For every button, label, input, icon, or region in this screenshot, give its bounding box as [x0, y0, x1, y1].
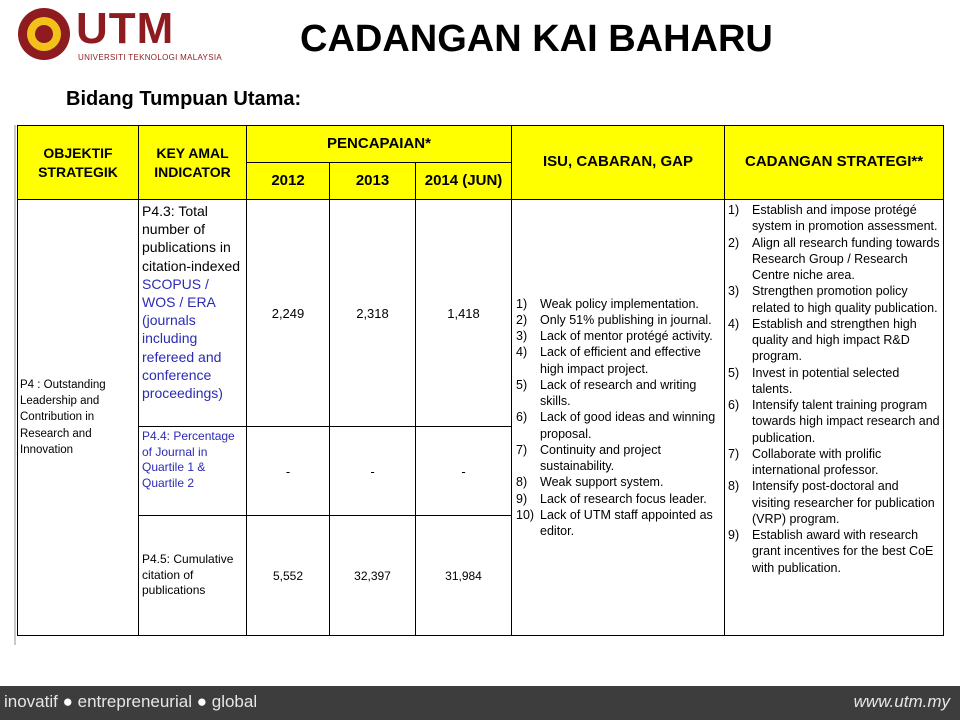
- list-item-number: 10): [516, 507, 535, 522]
- issues-cell: [512, 200, 725, 636]
- list-item: [728, 527, 940, 576]
- list-item-number: 8): [516, 475, 528, 490]
- tagline-separator: ●: [196, 692, 207, 711]
- value-cell: -: [330, 427, 416, 516]
- footer-tagline: [4, 692, 257, 712]
- list-item: [728, 202, 940, 235]
- list-item-number: 5): [728, 365, 740, 380]
- list-item: [728, 478, 940, 527]
- list-item-number: 9): [728, 528, 740, 542]
- list-item-text: Align all research funding towards Research Group / Research Centre niche area.: [752, 235, 940, 282]
- list-item-number: 3): [516, 329, 528, 344]
- list-item-text: Only 51% publishing in journal.: [540, 312, 712, 327]
- tagline-separator: ●: [62, 692, 73, 711]
- list-item-text: Continuity and project sustainability.: [540, 442, 661, 474]
- list-item-number: 9): [516, 491, 528, 506]
- list-item-number: 4): [516, 345, 528, 360]
- list-item-number: 2): [728, 235, 740, 250]
- logo-text: UTM: [76, 4, 175, 53]
- list-item-text: Weak support system.: [540, 475, 664, 490]
- value-cell: 2,249: [247, 200, 330, 427]
- header-isu: ISU, CABARAN, GAP: [512, 126, 725, 200]
- tagline-word: global: [211, 692, 258, 711]
- kai-table: [17, 125, 944, 636]
- utm-seal-icon: [18, 8, 70, 60]
- list-item: [728, 365, 940, 398]
- list-item-number: 7): [728, 446, 740, 461]
- footer-bar: [0, 686, 960, 720]
- logo-subtext: UNIVERSITI TEKNOLOGI MALAYSIA: [78, 53, 222, 62]
- list-item-text: Invest in potential selected talents.: [752, 365, 900, 396]
- header-year: 2014 (JUN): [416, 163, 512, 200]
- page-subtitle: Bidang Tumpuan Utama:: [66, 88, 302, 110]
- header-objektif: OBJEKTIF STRATEGIK: [18, 126, 139, 200]
- list-item: [516, 344, 720, 377]
- list-item-text: Establish and strengthen high quality and high impact R&D program.: [752, 316, 917, 364]
- list-item: [728, 397, 940, 446]
- list-item: [728, 446, 940, 479]
- issues-list: [516, 296, 720, 540]
- list-item: [516, 377, 720, 410]
- value-cell: 2,318: [330, 200, 416, 427]
- list-item-text: Intensify post-doctoral and visiting researcher for publication (VRP) program.: [752, 479, 935, 526]
- value-cell: -: [416, 427, 512, 516]
- list-item-number: 5): [516, 377, 528, 392]
- value-cell: 5,552: [247, 516, 330, 636]
- list-item-number: 6): [516, 410, 528, 425]
- header-year: 2013: [330, 163, 416, 200]
- list-item: [516, 442, 720, 475]
- list-item-text: Lack of research and writing skills.: [540, 377, 697, 409]
- list-item: [516, 296, 720, 312]
- list-item-number: 1): [516, 296, 528, 311]
- list-item: [728, 235, 940, 284]
- list-item: [516, 409, 720, 442]
- list-item-number: 2): [516, 312, 528, 327]
- header-key-amal: KEY AMAL INDICATOR: [139, 126, 247, 200]
- list-item-text: Weak policy implementation.: [540, 296, 699, 311]
- list-item-number: 4): [728, 316, 740, 331]
- list-item: [728, 283, 940, 316]
- list-item-number: 8): [728, 479, 740, 494]
- list-item: [516, 312, 720, 328]
- list-item: [728, 316, 940, 365]
- list-item-text: Strengthen promotion policy related to high quality publication.: [752, 284, 938, 315]
- value-cell: 31,984: [416, 516, 512, 636]
- list-item-text: Lack of research focus leader.: [540, 491, 707, 506]
- list-item: [516, 474, 720, 490]
- list-item: [516, 328, 720, 344]
- kai-cell: P4.4: Percentage of Journal in Quartile 1 & Quartile 2: [139, 427, 247, 516]
- page-title: CADANGAN KAI BAHARU: [300, 18, 773, 60]
- header-cadangan: CADANGAN STRATEGI**: [725, 126, 944, 200]
- list-item-text: Lack of efficient and effective high impact project.: [540, 345, 701, 376]
- list-item-text: Lack of mentor protégé activity.: [540, 329, 713, 344]
- utm-logo: [18, 4, 258, 66]
- list-item-number: 7): [516, 442, 528, 457]
- table-row: [18, 200, 944, 427]
- kai-text-highlight: SCOPUS / WOS / ERA (journals including refereed and conference proceedings): [142, 275, 223, 401]
- list-item-number: 3): [728, 284, 740, 299]
- value-cell: 32,397: [330, 516, 416, 636]
- kai-cell: [139, 200, 247, 427]
- list-item-number: 6): [728, 398, 740, 412]
- list-item-text: Intensify talent training program towards high impact research and publication.: [752, 398, 940, 445]
- header-pencapaian: PENCAPAIAN*: [247, 126, 512, 163]
- objective-cell: P4 : Outstanding Leadership and Contribution in Research and Innovation: [18, 200, 139, 636]
- left-divider: [14, 125, 16, 645]
- kai-cell: P4.5: Cumulative citation of publications: [139, 516, 247, 636]
- kai-text: P4.3: Total number of publications in citation-indexed: [142, 203, 241, 274]
- value-cell: -: [247, 427, 330, 516]
- list-item-text: Lack of UTM staff appointed as editor.: [540, 507, 713, 539]
- list-item-number: 1): [728, 203, 740, 217]
- list-item: [516, 507, 720, 540]
- list-item-text: Collaborate with prolific international professor.: [752, 446, 882, 477]
- list-item-text: Lack of good ideas and winning proposal.: [540, 410, 716, 441]
- strategies-list: [728, 202, 940, 576]
- list-item-text: Establish and impose protégé system in promotion assessment.: [752, 203, 938, 234]
- header-year: 2012: [247, 163, 330, 200]
- strategies-cell: [725, 200, 944, 636]
- tagline-word: entrepreneurial: [77, 692, 192, 711]
- list-item: [516, 491, 720, 507]
- footer-url: www.utm.my: [853, 692, 950, 711]
- tagline-word: inovatif: [4, 692, 58, 711]
- value-cell: 1,418: [416, 200, 512, 427]
- list-item-text: Establish award with research grant incentives for the best CoE with publication.: [752, 528, 934, 575]
